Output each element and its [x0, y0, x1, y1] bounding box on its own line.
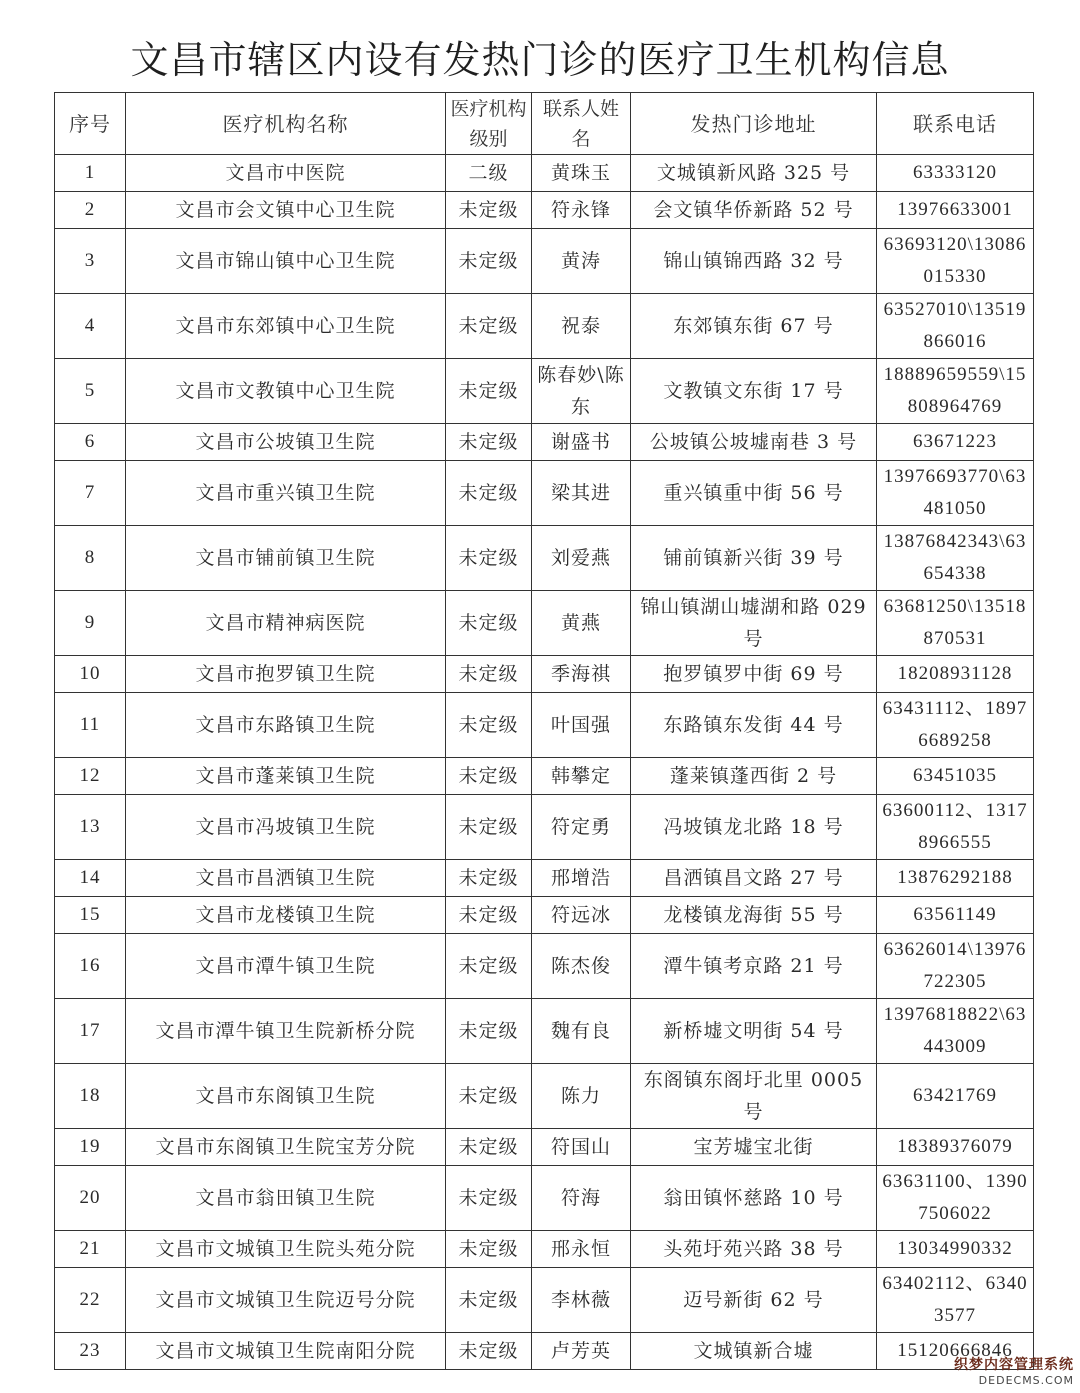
- cell-level: 未定级: [446, 1064, 532, 1129]
- cell-clinic-address: 文城镇新风路 325 号: [631, 155, 877, 192]
- cell-institution-name: 文昌市翁田镇卫生院: [126, 1166, 446, 1231]
- cell-index: 15: [55, 897, 126, 934]
- cell-phone: 63681250\13518870531: [877, 591, 1034, 656]
- cell-phone: 13976633001: [877, 192, 1034, 229]
- cell-contact-person: 黄涛: [532, 229, 631, 294]
- cell-phone: 18208931128: [877, 656, 1034, 693]
- cell-clinic-address: 东路镇东发街 44 号: [631, 693, 877, 758]
- watermark-text-cn: 织梦内容管理系统: [954, 1357, 1074, 1373]
- cell-contact-person: 符定勇: [532, 795, 631, 860]
- cell-contact-person: 卢芳英: [532, 1333, 631, 1370]
- cell-institution-name: 文昌市东阁镇卫生院: [126, 1064, 446, 1129]
- cell-index: 1: [55, 155, 126, 192]
- cell-level: 未定级: [446, 461, 532, 526]
- cell-index: 3: [55, 229, 126, 294]
- cell-index: 9: [55, 591, 126, 656]
- cell-level: 未定级: [446, 934, 532, 999]
- cell-clinic-address: 会文镇华侨新路 52 号: [631, 192, 877, 229]
- cell-index: 21: [55, 1231, 126, 1268]
- table-row: [55, 424, 1034, 461]
- cell-phone: 13976693770\63481050: [877, 461, 1034, 526]
- cell-contact-person: 韩攀定: [532, 758, 631, 795]
- cell-contact-person: 李林薇: [532, 1268, 631, 1333]
- header-name: 医疗机构名称: [126, 93, 446, 155]
- cell-institution-name: 文昌市文城镇卫生院迈号分院: [126, 1268, 446, 1333]
- table-row: [55, 999, 1034, 1064]
- cell-level: 未定级: [446, 758, 532, 795]
- cell-phone: 13976818822\63443009: [877, 999, 1034, 1064]
- cell-contact-person: 叶国强: [532, 693, 631, 758]
- header-contact: 联系人姓名: [532, 93, 631, 155]
- cell-level: 未定级: [446, 656, 532, 693]
- header-address: 发热门诊地址: [631, 93, 877, 155]
- cell-index: 23: [55, 1333, 126, 1370]
- cell-contact-person: 黄珠玉: [532, 155, 631, 192]
- table-header-row: [55, 93, 1034, 155]
- cell-phone: 18889659559\15808964769: [877, 359, 1034, 424]
- cell-index: 2: [55, 192, 126, 229]
- cell-contact-person: 符永锋: [532, 192, 631, 229]
- cell-level: 未定级: [446, 591, 532, 656]
- cell-institution-name: 文昌市东路镇卫生院: [126, 693, 446, 758]
- table-body: [55, 155, 1034, 1370]
- cell-index: 11: [55, 693, 126, 758]
- cell-clinic-address: 迈号新街 62 号: [631, 1268, 877, 1333]
- cell-phone: 18389376079: [877, 1129, 1034, 1166]
- cell-index: 17: [55, 999, 126, 1064]
- table-row: [55, 359, 1034, 424]
- page-title: 文昌市辖区内设有发热门诊的医疗卫生机构信息: [130, 38, 950, 82]
- table-row: [55, 1268, 1034, 1333]
- cell-contact-person: 黄燕: [532, 591, 631, 656]
- cell-level: 未定级: [446, 897, 532, 934]
- cell-contact-person: 陈杰俊: [532, 934, 631, 999]
- table-row: [55, 294, 1034, 359]
- cell-institution-name: 文昌市公坡镇卫生院: [126, 424, 446, 461]
- cell-contact-person: 陈力: [532, 1064, 631, 1129]
- cell-phone: 63626014\13976722305: [877, 934, 1034, 999]
- cell-institution-name: 文昌市铺前镇卫生院: [126, 526, 446, 591]
- cell-contact-person: 符远冰: [532, 897, 631, 934]
- cell-phone: 63693120\13086015330: [877, 229, 1034, 294]
- cell-index: 7: [55, 461, 126, 526]
- cell-phone: 13876292188: [877, 860, 1034, 897]
- cell-level: 未定级: [446, 693, 532, 758]
- cell-phone: 63431112、18976689258: [877, 693, 1034, 758]
- table-row: [55, 934, 1034, 999]
- cell-level: 未定级: [446, 192, 532, 229]
- cell-institution-name: 文昌市文教镇中心卫生院: [126, 359, 446, 424]
- cell-level: 未定级: [446, 526, 532, 591]
- cell-clinic-address: 翁田镇怀慈路 10 号: [631, 1166, 877, 1231]
- fever-clinic-table: [54, 92, 1034, 1370]
- cell-phone: 63631100、13907506022: [877, 1166, 1034, 1231]
- table-row: [55, 1166, 1034, 1231]
- table-row: [55, 693, 1034, 758]
- cell-index: 10: [55, 656, 126, 693]
- cell-clinic-address: 铺前镇新兴街 39 号: [631, 526, 877, 591]
- cell-index: 6: [55, 424, 126, 461]
- cell-clinic-address: 蓬莱镇蓬西街 2 号: [631, 758, 877, 795]
- cell-phone: 63527010\13519866016: [877, 294, 1034, 359]
- cell-level: 未定级: [446, 1129, 532, 1166]
- table-row: [55, 1333, 1034, 1370]
- table-row: [55, 526, 1034, 591]
- cell-institution-name: 文昌市文城镇卫生院头苑分院: [126, 1231, 446, 1268]
- table-row: [55, 1064, 1034, 1129]
- cell-level: 二级: [446, 155, 532, 192]
- cell-institution-name: 文昌市会文镇中心卫生院: [126, 192, 446, 229]
- table-row: [55, 656, 1034, 693]
- cell-clinic-address: 冯坡镇龙北路 18 号: [631, 795, 877, 860]
- cell-index: 18: [55, 1064, 126, 1129]
- cell-clinic-address: 重兴镇重中街 56 号: [631, 461, 877, 526]
- cell-clinic-address: 文城镇新合墟: [631, 1333, 877, 1370]
- cell-index: 13: [55, 795, 126, 860]
- watermark-text-en: DEDECMS.COM: [978, 1374, 1074, 1387]
- cell-clinic-address: 昌洒镇昌文路 27 号: [631, 860, 877, 897]
- cell-contact-person: 季海祺: [532, 656, 631, 693]
- cell-phone: 63561149: [877, 897, 1034, 934]
- cell-clinic-address: 文教镇文东街 17 号: [631, 359, 877, 424]
- cell-institution-name: 文昌市文城镇卫生院南阳分院: [126, 1333, 446, 1370]
- cell-institution-name: 文昌市东郊镇中心卫生院: [126, 294, 446, 359]
- watermark-logo: [944, 1357, 1074, 1389]
- cell-phone: 15120666846: [877, 1333, 1034, 1370]
- cell-institution-name: 文昌市潭牛镇卫生院: [126, 934, 446, 999]
- cell-institution-name: 文昌市精神病医院: [126, 591, 446, 656]
- cell-contact-person: 陈春妙\陈东: [532, 359, 631, 424]
- cell-phone: 63671223: [877, 424, 1034, 461]
- cell-index: 5: [55, 359, 126, 424]
- table-row: [55, 461, 1034, 526]
- cell-clinic-address: 新桥墟文明街 54 号: [631, 999, 877, 1064]
- cell-institution-name: 文昌市昌洒镇卫生院: [126, 860, 446, 897]
- cell-institution-name: 文昌市重兴镇卫生院: [126, 461, 446, 526]
- header-phone: 联系电话: [877, 93, 1034, 155]
- cell-clinic-address: 头苑圩苑兴路 38 号: [631, 1231, 877, 1268]
- cell-index: 19: [55, 1129, 126, 1166]
- cell-level: 未定级: [446, 860, 532, 897]
- cell-level: 未定级: [446, 1166, 532, 1231]
- cell-institution-name: 文昌市锦山镇中心卫生院: [126, 229, 446, 294]
- cell-level: 未定级: [446, 294, 532, 359]
- cell-institution-name: 文昌市中医院: [126, 155, 446, 192]
- cell-institution-name: 文昌市抱罗镇卫生院: [126, 656, 446, 693]
- cell-institution-name: 文昌市冯坡镇卫生院: [126, 795, 446, 860]
- cell-index: 4: [55, 294, 126, 359]
- cell-level: 未定级: [446, 1231, 532, 1268]
- cell-contact-person: 邢永恒: [532, 1231, 631, 1268]
- table-row: [55, 1129, 1034, 1166]
- cell-clinic-address: 龙楼镇龙海街 55 号: [631, 897, 877, 934]
- cell-index: 22: [55, 1268, 126, 1333]
- cell-clinic-address: 东阁镇东阁圩北里 0005 号: [631, 1064, 877, 1129]
- cell-institution-name: 文昌市东阁镇卫生院宝芳分院: [126, 1129, 446, 1166]
- cell-index: 20: [55, 1166, 126, 1231]
- cell-level: 未定级: [446, 1268, 532, 1333]
- cell-contact-person: 符国山: [532, 1129, 631, 1166]
- cell-phone: 63451035: [877, 758, 1034, 795]
- cell-clinic-address: 东郊镇东街 67 号: [631, 294, 877, 359]
- cell-phone: 13034990332: [877, 1231, 1034, 1268]
- cell-index: 12: [55, 758, 126, 795]
- cell-contact-person: 祝泰: [532, 294, 631, 359]
- table-row: [55, 229, 1034, 294]
- cell-clinic-address: 潭牛镇考京路 21 号: [631, 934, 877, 999]
- cell-phone: 63333120: [877, 155, 1034, 192]
- cell-level: 未定级: [446, 229, 532, 294]
- cell-clinic-address: 抱罗镇罗中街 69 号: [631, 656, 877, 693]
- cell-institution-name: 文昌市龙楼镇卫生院: [126, 897, 446, 934]
- table-row: [55, 758, 1034, 795]
- cell-contact-person: 谢盛书: [532, 424, 631, 461]
- cell-phone: 13876842343\63654338: [877, 526, 1034, 591]
- cell-index: 14: [55, 860, 126, 897]
- cell-index: 16: [55, 934, 126, 999]
- cell-institution-name: 文昌市蓬莱镇卫生院: [126, 758, 446, 795]
- header-index: 序号: [55, 93, 126, 155]
- table-row: [55, 897, 1034, 934]
- table-row: [55, 1231, 1034, 1268]
- table-row: [55, 155, 1034, 192]
- cell-clinic-address: 锦山镇锦西路 32 号: [631, 229, 877, 294]
- table-row: [55, 591, 1034, 656]
- cell-level: 未定级: [446, 795, 532, 860]
- table-row: [55, 795, 1034, 860]
- cell-level: 未定级: [446, 999, 532, 1064]
- header-level: 医疗机构级别: [446, 93, 532, 155]
- cell-clinic-address: 锦山镇湖山墟湖和路 029 号: [631, 591, 877, 656]
- cell-level: 未定级: [446, 424, 532, 461]
- cell-contact-person: 邢增浩: [532, 860, 631, 897]
- cell-clinic-address: 公坡镇公坡墟南巷 3 号: [631, 424, 877, 461]
- cell-phone: 63421769: [877, 1064, 1034, 1129]
- cell-level: 未定级: [446, 1333, 532, 1370]
- cell-contact-person: 刘爱燕: [532, 526, 631, 591]
- cell-level: 未定级: [446, 359, 532, 424]
- cell-phone: 63402112、63403577: [877, 1268, 1034, 1333]
- table-row: [55, 860, 1034, 897]
- table-row: [55, 192, 1034, 229]
- cell-phone: 63600112、13178966555: [877, 795, 1034, 860]
- cell-contact-person: 符海: [532, 1166, 631, 1231]
- cell-contact-person: 梁其进: [532, 461, 631, 526]
- cell-contact-person: 魏有良: [532, 999, 631, 1064]
- cell-institution-name: 文昌市潭牛镇卫生院新桥分院: [126, 999, 446, 1064]
- cell-clinic-address: 宝芳墟宝北街: [631, 1129, 877, 1166]
- cell-index: 8: [55, 526, 126, 591]
